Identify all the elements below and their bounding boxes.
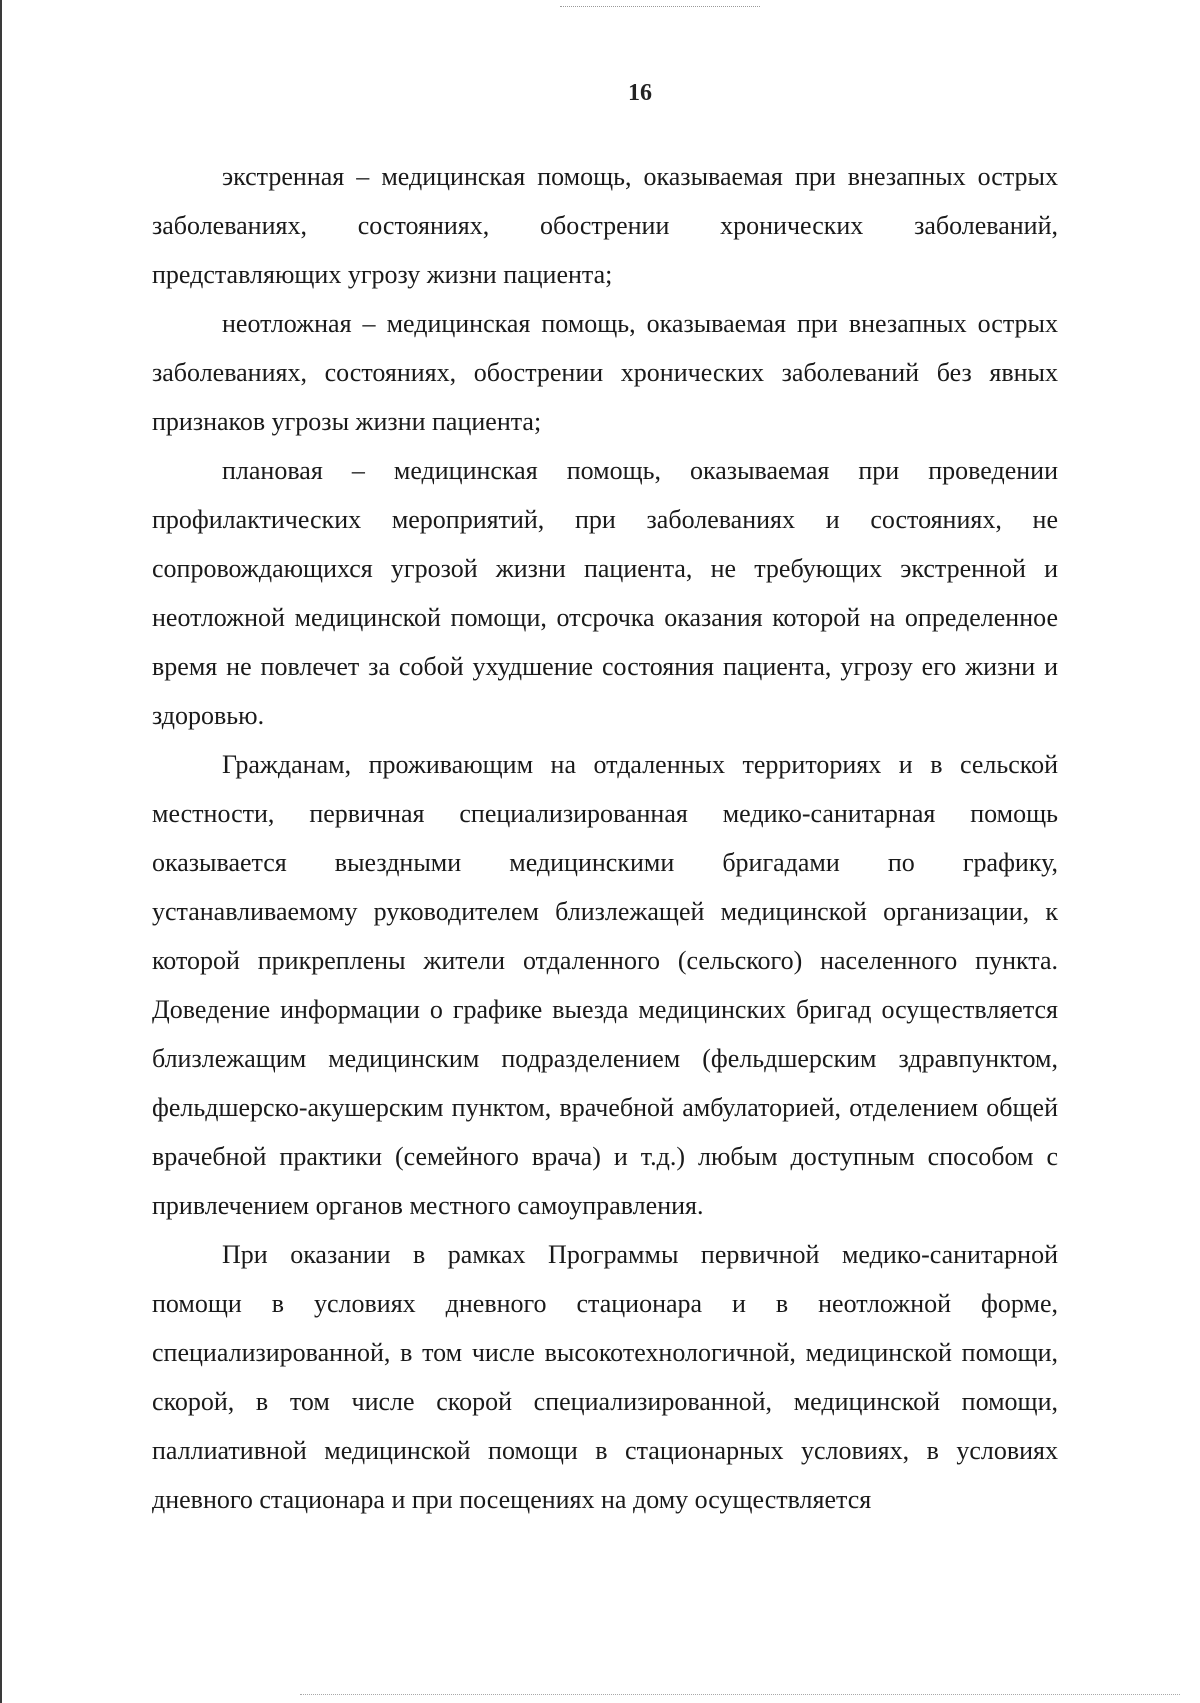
paragraph-urgent: неотложная – медицинская помощь, оказываемая при внезапных острых заболеваниях, состояниях, обострении хронических заболеваний без явных признаков угрозы жизни пациента; bbox=[152, 309, 1058, 436]
scan-border-left bbox=[0, 0, 2, 1703]
page-number: 16 bbox=[628, 80, 652, 106]
scan-border-top bbox=[560, 6, 760, 8]
paragraph-planned: плановая – медицинская помощь, оказываемая при проведении профилактических мероприятий, при заболеваниях и состояниях, не сопровождающихся угрозой жизни пациента, не требующих экстренной и неотложной медицинской помощи, отсрочка оказания которой на определенное время не повлечет за собой ухудшение состояния пациента, угрозу его жизни и здоровью. bbox=[152, 456, 1058, 730]
paragraph-remote-territories: Гражданам, проживающим на отдаленных территориях и в сельской местности, первичная специализированная медико-санитарная помощь оказывается выездными медицинскими бригадами по графику, устанавливаемому руководителем близлежащей медицинской организации, к которой прикреплены жители отдаленного (сельского) населенного пункта. Доведение информации о графике выезда медицинских бригад осуществляется близлежащим медицинским подразделением (фельдшерским здравпунктом, фельдшерско-акушерским пунктом, врачебной амбулаторией, отделением общей врачебной практики (семейного врача) и т.д.) любым доступным способом с привлечением органов местного самоуправления. bbox=[152, 750, 1058, 1220]
document-body bbox=[152, 152, 1058, 1524]
paragraph-emergency: экстренная – медицинская помощь, оказываемая при внезапных острых заболеваниях, состояниях, обострении хронических заболеваний, представляющих угрозу жизни пациента; bbox=[152, 162, 1058, 289]
scan-border-bottom bbox=[300, 1694, 1180, 1696]
paragraph-program-provision: При оказании в рамках Программы первичной медико-санитарной помощи в условиях дневного стационара и в неотложной форме, специализированной, в том числе высокотехнологичной, медицинской помощи, скорой, в том числе скорой специализированной, медицинской помощи, паллиативной медицинской помощи в стационарных условиях, в условиях дневного стационара и при посещениях на дому осуществляется bbox=[152, 1240, 1058, 1514]
